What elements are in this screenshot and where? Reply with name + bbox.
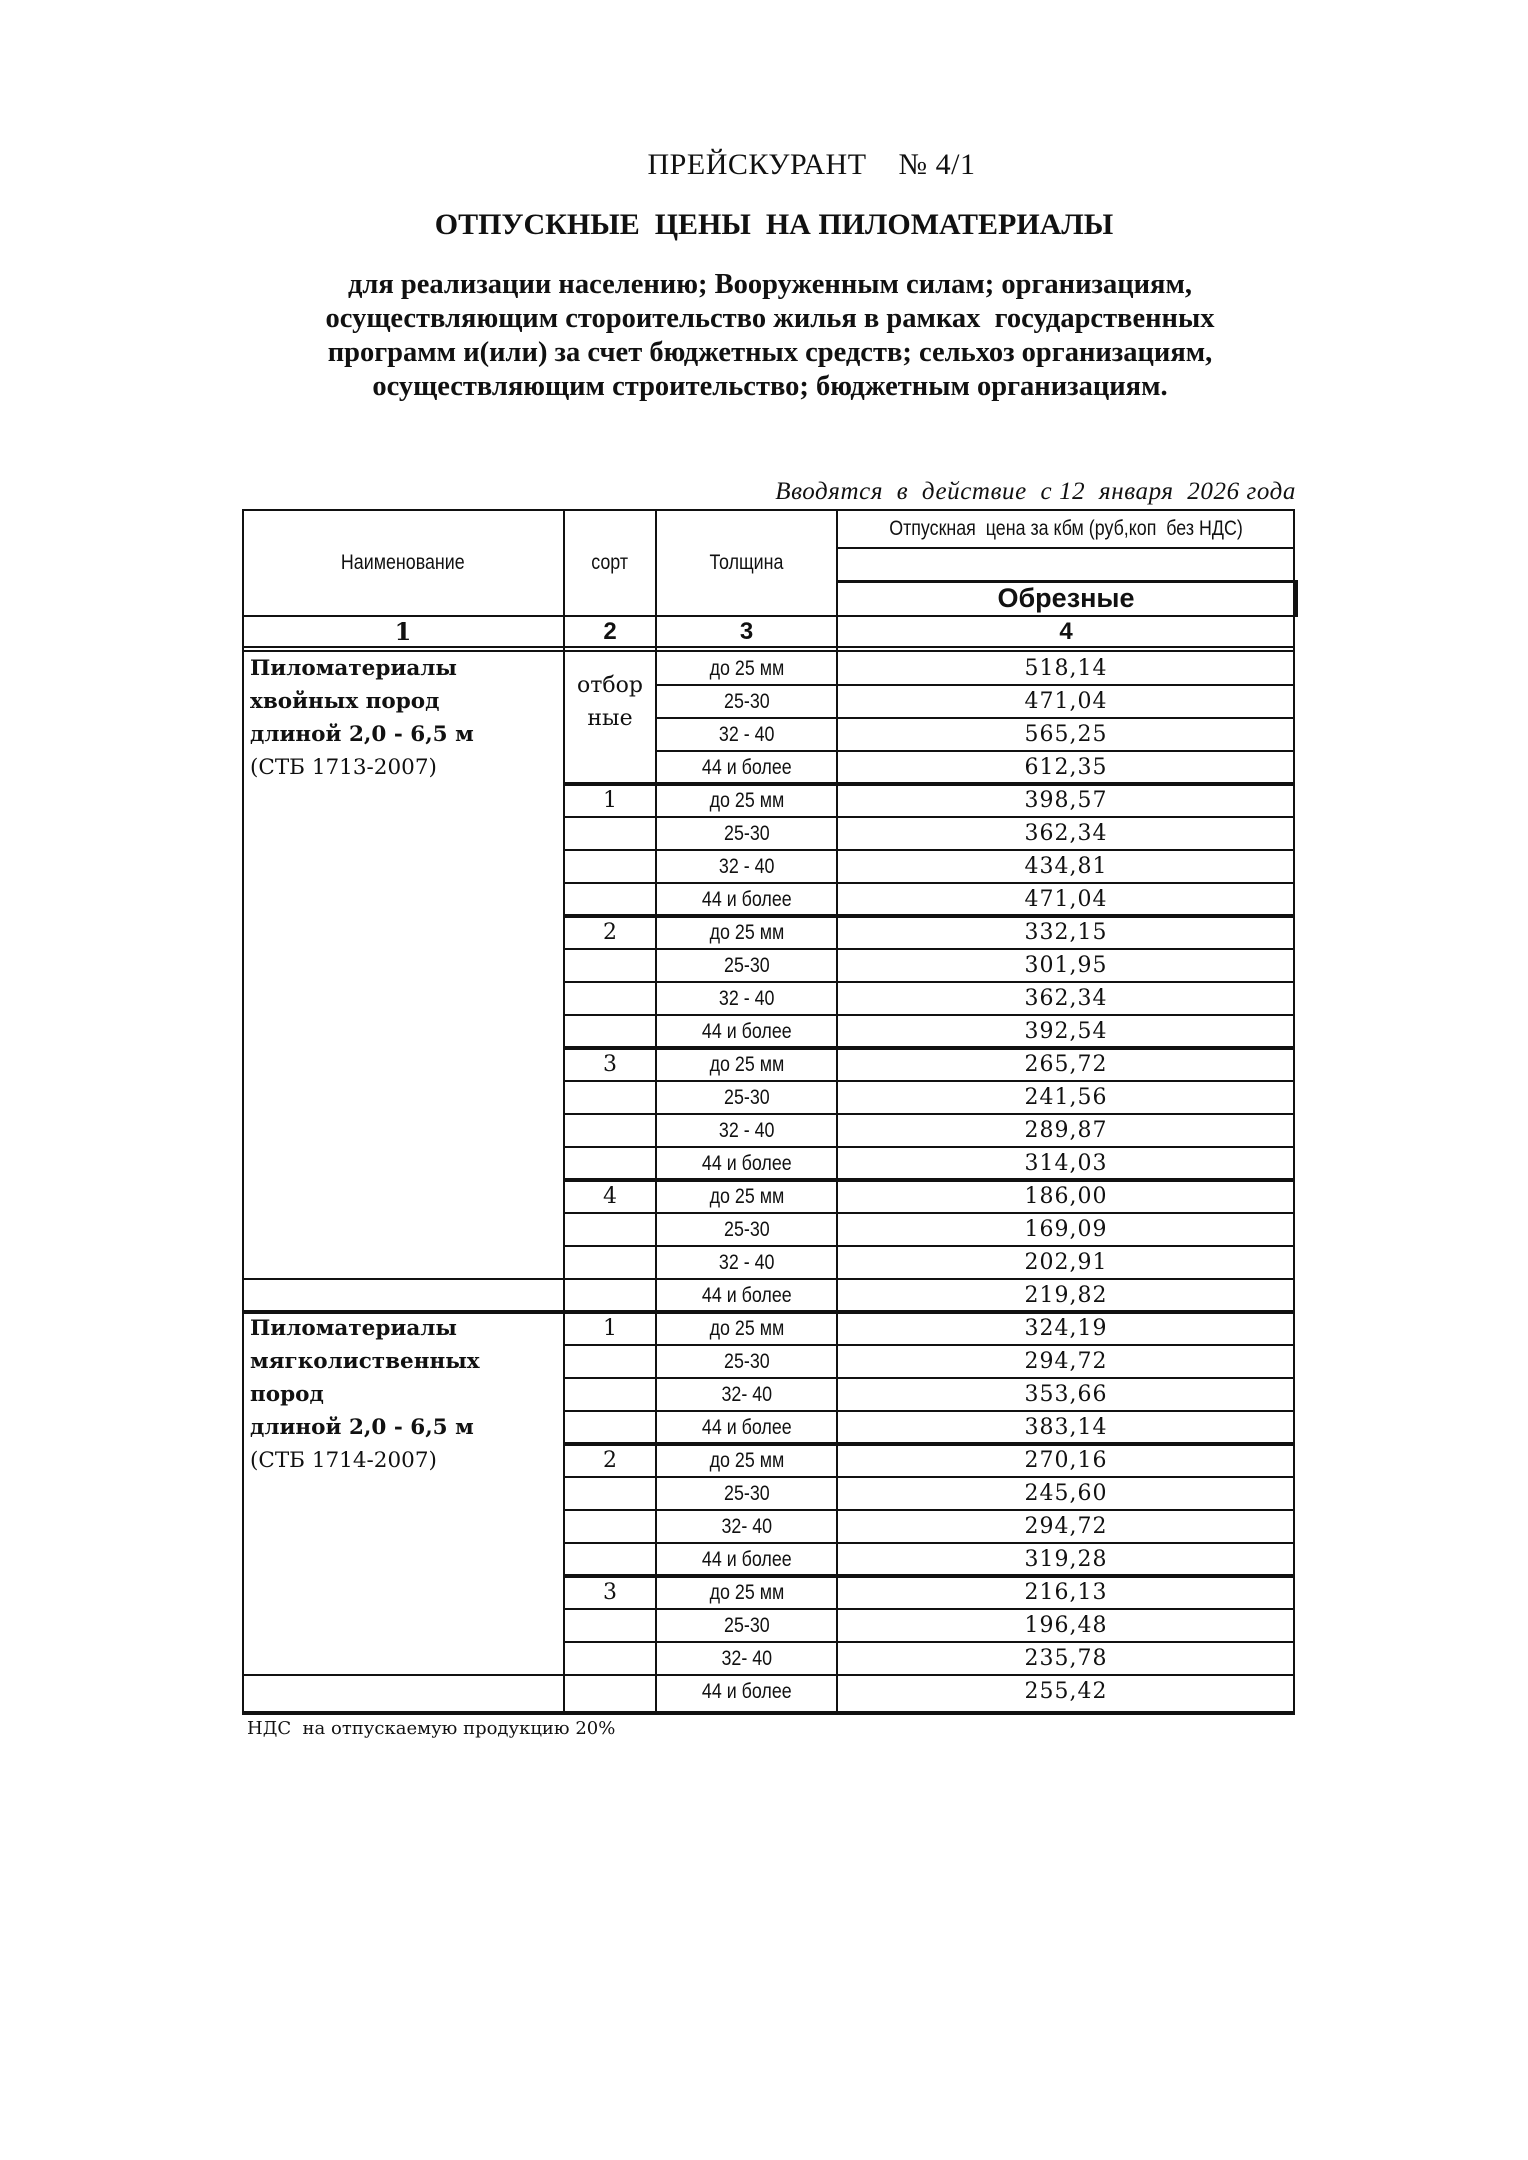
grade-label: 4 (603, 1184, 617, 1209)
group-name-line: Пиломатериалы (250, 656, 457, 681)
grade-label: 3 (603, 1580, 617, 1605)
thickness-value: до 25 мм (709, 656, 784, 680)
header-grade (564, 509, 656, 616)
table-row-thickness (656, 982, 837, 1015)
table-row-price (837, 1147, 1295, 1180)
table-row-thickness (656, 751, 837, 784)
row-divider (564, 1212, 656, 1214)
table-row-thickness (656, 1147, 837, 1180)
row-divider (564, 1014, 656, 1016)
group-name (242, 652, 564, 784)
subtitle-line: программ и(или) за счет бюджетных средств; сельхоз организациям, (327, 337, 1213, 368)
price-value: 289,87 (1024, 1118, 1108, 1143)
table-row-thickness (656, 1114, 837, 1147)
price-value: 332,15 (1024, 920, 1108, 945)
document-heading: ОТПУСКНЫЕ ЦЕНЫ НА ПИЛОМАТЕРИАЛЫ (434, 208, 1114, 241)
price-value: 196,48 (1024, 1613, 1108, 1638)
grade-label-line: ные (587, 706, 633, 731)
table-row-price (837, 850, 1295, 883)
row-divider (564, 1113, 656, 1115)
price-value: 245,60 (1024, 1481, 1108, 1506)
table-row-thickness (656, 685, 837, 718)
thickness-value: 44 и более (701, 1679, 792, 1703)
price-value: 241,56 (1024, 1085, 1108, 1110)
thickness-value: до 25 мм (709, 1052, 784, 1076)
grade-cell (564, 784, 656, 817)
table-row-thickness (656, 1279, 837, 1312)
table-row-thickness (656, 1213, 837, 1246)
row-divider (564, 1080, 656, 1082)
subtitle-line: осуществляющим строительство; бюджетным организациям. (372, 371, 1168, 402)
group-name-line: хвойных пород (250, 689, 440, 714)
price-list-number: ПРЕЙСКУРАНТ № 4/1 (647, 148, 976, 181)
table-row-price (837, 1081, 1295, 1114)
grade-label: 1 (603, 788, 617, 813)
table-row-price (837, 751, 1295, 784)
table-row-price (837, 652, 1295, 685)
grade-label: 2 (603, 920, 617, 945)
subtitle-line: осуществляющим стороительство жилья в рамках государственных (325, 303, 1215, 334)
table-row-price (837, 1642, 1295, 1675)
table-border-right (1293, 509, 1295, 1715)
row-divider (564, 1476, 656, 1478)
thickness-value: 32 - 40 (718, 1118, 775, 1142)
price-value: 324,19 (1024, 1316, 1108, 1341)
column-number-label: 1 (394, 617, 412, 646)
table-row-price (837, 1246, 1295, 1279)
group-standard: (СТБ 1713-2007) (250, 755, 437, 780)
table-border-bottom (242, 1711, 1295, 1715)
thickness-value: 25-30 (723, 1217, 770, 1241)
price-value: 314,03 (1024, 1151, 1108, 1176)
table-border-left (242, 509, 244, 1715)
column-number-2 (564, 616, 656, 647)
thickness-value: 32 - 40 (718, 722, 775, 746)
vat-note: НДС на отпускаемую продукцию 20% (247, 1718, 616, 1739)
price-value: 353,66 (1024, 1382, 1108, 1407)
price-value: 319,28 (1024, 1547, 1108, 1572)
price-value: 265,72 (1024, 1052, 1108, 1077)
column-number-label: 4 (1059, 617, 1073, 645)
group-name-line: длиной 2,0 - 6,5 м (250, 1415, 474, 1440)
header-type-label: Обрезные (997, 583, 1135, 613)
price-value: 216,13 (1024, 1580, 1108, 1605)
table-row-thickness (656, 883, 837, 916)
thickness-value: 32 - 40 (718, 854, 775, 878)
thickness-value: до 25 мм (709, 920, 784, 944)
grade-label: 1 (603, 1316, 617, 1341)
group-standard: (СТБ 1714-2007) (250, 1448, 437, 1473)
column-number-4 (837, 616, 1295, 647)
table-row-price (837, 1345, 1295, 1378)
column-number-1 (242, 616, 564, 647)
row-divider (564, 1509, 656, 1511)
table-row-price (837, 1675, 1295, 1708)
table-row-price (837, 1477, 1295, 1510)
price-value: 471,04 (1024, 689, 1108, 714)
thickness-value: 44 и более (701, 755, 792, 779)
row-divider (242, 1674, 656, 1676)
row-divider (564, 1410, 656, 1412)
header-grade-label: сорт (591, 550, 629, 574)
table-row-price (837, 685, 1295, 718)
table-row-price (837, 718, 1295, 751)
header-price-sub (837, 548, 1295, 581)
price-value: 270,16 (1024, 1448, 1108, 1473)
grade-cell (564, 1180, 656, 1213)
thickness-value: до 25 мм (709, 1448, 784, 1472)
grade-cell (564, 916, 656, 949)
price-value: 471,04 (1024, 887, 1108, 912)
header-name (242, 509, 564, 616)
grade-cell (564, 1444, 656, 1477)
table-row-price (837, 1543, 1295, 1576)
thickness-value: 44 и более (701, 1151, 792, 1175)
table-row-price (837, 817, 1295, 850)
price-table (242, 509, 1295, 1715)
thickness-value: 32- 40 (721, 1646, 772, 1670)
grade-cell (564, 1312, 656, 1345)
column-divider (563, 509, 565, 1715)
grade-cell (564, 1048, 656, 1081)
table-border-top (242, 509, 1295, 511)
row-divider (564, 981, 656, 983)
thickness-value: 25-30 (723, 953, 770, 977)
table-row-thickness (656, 718, 837, 751)
table-row-thickness (656, 1180, 837, 1213)
table-row-price (837, 949, 1295, 982)
row-divider (564, 1641, 656, 1643)
price-value: 202,91 (1024, 1250, 1108, 1275)
table-row-thickness (656, 1543, 837, 1576)
grade-cell (564, 1576, 656, 1609)
thickness-value: 32- 40 (721, 1382, 772, 1406)
group-name (242, 1312, 564, 1477)
table-row-price (837, 1015, 1295, 1048)
thickness-value: 25-30 (723, 821, 770, 845)
table-row-price (837, 883, 1295, 916)
thickness-value: 25-30 (723, 1481, 770, 1505)
thickness-value: 44 и более (701, 1283, 792, 1307)
table-row-price (837, 784, 1295, 817)
thickness-value: 44 и более (701, 887, 792, 911)
row-divider (242, 1278, 656, 1280)
row-divider (564, 1245, 656, 1247)
thickness-value: 32 - 40 (718, 1250, 775, 1274)
price-value: 169,09 (1024, 1217, 1108, 1242)
table-row-thickness (656, 850, 837, 883)
table-row-thickness (656, 1675, 837, 1708)
table-row-thickness (656, 1609, 837, 1642)
table-row-price (837, 1378, 1295, 1411)
thickness-value: 44 и более (701, 1019, 792, 1043)
table-row-thickness (656, 1048, 837, 1081)
document-subtitle (240, 268, 1300, 404)
row-divider (564, 882, 656, 884)
price-value: 518,14 (1024, 656, 1108, 681)
group-name-line: пород (250, 1382, 324, 1407)
header-divider (242, 646, 1295, 648)
thickness-value: до 25 мм (709, 788, 784, 812)
table-row-thickness (656, 1411, 837, 1444)
price-value: 565,25 (1024, 722, 1108, 747)
price-value: 392,54 (1024, 1019, 1108, 1044)
table-row-thickness (656, 1477, 837, 1510)
header-divider (837, 547, 1295, 549)
thickness-value: до 25 мм (709, 1184, 784, 1208)
thickness-value: 32- 40 (721, 1514, 772, 1538)
row-divider (564, 948, 656, 950)
header-divider-thick (837, 580, 1297, 583)
table-row-price (837, 1609, 1295, 1642)
edged-box-right (1295, 580, 1298, 617)
column-number-label: 2 (603, 617, 617, 645)
table-row-thickness (656, 1444, 837, 1477)
table-row-thickness (656, 949, 837, 982)
table-row-price (837, 1444, 1295, 1477)
table-row-thickness (656, 1642, 837, 1675)
table-row-price (837, 1411, 1295, 1444)
table-row-price (837, 982, 1295, 1015)
table-row-thickness (656, 1345, 837, 1378)
price-value: 301,95 (1024, 953, 1108, 978)
column-number-label: 3 (739, 617, 754, 645)
row-divider (564, 1377, 656, 1379)
price-value: 235,78 (1024, 1646, 1108, 1671)
price-value: 255,42 (1024, 1679, 1108, 1704)
table-row-thickness (656, 1081, 837, 1114)
subtitle-line: для реализации населению; Вооруженным силам; организациям, (347, 269, 1193, 300)
group-name-line: Пиломатериалы (250, 1316, 457, 1341)
thickness-value: 25-30 (723, 1613, 770, 1637)
row-divider (564, 1608, 656, 1610)
table-row-thickness (656, 1576, 837, 1609)
table-row-thickness (656, 652, 837, 685)
price-value: 362,34 (1024, 821, 1108, 846)
thickness-value: 32 - 40 (718, 986, 775, 1010)
table-row-price (837, 1180, 1295, 1213)
price-value: 612,35 (1024, 755, 1108, 780)
price-value: 219,82 (1024, 1283, 1108, 1308)
table-row-price (837, 1213, 1295, 1246)
grade-label: 2 (603, 1448, 617, 1473)
price-value: 294,72 (1024, 1514, 1108, 1539)
price-value: 294,72 (1024, 1349, 1108, 1374)
grade-cell (564, 669, 656, 735)
header-type-edged (837, 581, 1295, 616)
table-row-thickness (656, 784, 837, 817)
price-value: 186,00 (1024, 1184, 1108, 1209)
table-row-price (837, 1114, 1295, 1147)
price-value: 383,14 (1024, 1415, 1108, 1440)
thickness-value: 44 и более (701, 1547, 792, 1571)
header-name-label: Наименование (341, 550, 465, 574)
table-row-price (837, 1576, 1295, 1609)
table-row-price (837, 1279, 1295, 1312)
header-thickness (656, 509, 837, 616)
table-row-thickness (656, 916, 837, 949)
thickness-value: до 25 мм (709, 1316, 784, 1340)
price-value: 362,34 (1024, 986, 1108, 1011)
header-thickness-label: Толщина (709, 550, 784, 574)
row-divider (564, 816, 656, 818)
table-row-thickness (656, 1312, 837, 1345)
table-row-price (837, 916, 1295, 949)
header-price-label: Отпускная цена за кбм (руб,коп без НДС) (889, 516, 1243, 540)
thickness-value: 25-30 (723, 1349, 770, 1373)
column-number-3 (656, 616, 837, 647)
group-name-line: мягколиственных (250, 1349, 480, 1374)
table-row-thickness (656, 817, 837, 850)
table-row-price (837, 1312, 1295, 1345)
effective-date: Вводятся в действие с 12 января 2026 года (775, 478, 1296, 505)
thickness-value: 25-30 (723, 689, 770, 713)
header-price (837, 509, 1295, 548)
price-value: 434,81 (1024, 854, 1108, 879)
table-row-thickness (656, 1510, 837, 1543)
group-name-line: длиной 2,0 - 6,5 м (250, 722, 474, 747)
table-row-thickness (656, 1015, 837, 1048)
column-divider (655, 509, 657, 1715)
row-divider (564, 1344, 656, 1346)
column-divider (836, 509, 838, 1715)
table-row-price (837, 1510, 1295, 1543)
table-row-price (837, 1048, 1295, 1081)
thickness-value: до 25 мм (709, 1580, 784, 1604)
row-divider (564, 849, 656, 851)
table-row-thickness (656, 1378, 837, 1411)
header-divider (242, 615, 1297, 617)
row-divider (564, 1146, 656, 1148)
grade-label: 3 (603, 1052, 617, 1077)
thickness-value: 44 и более (701, 1415, 792, 1439)
grade-label-line: отбор (577, 673, 643, 698)
row-divider (564, 1542, 656, 1544)
price-value: 398,57 (1024, 788, 1108, 813)
table-row-thickness (656, 1246, 837, 1279)
thickness-value: 25-30 (723, 1085, 770, 1109)
